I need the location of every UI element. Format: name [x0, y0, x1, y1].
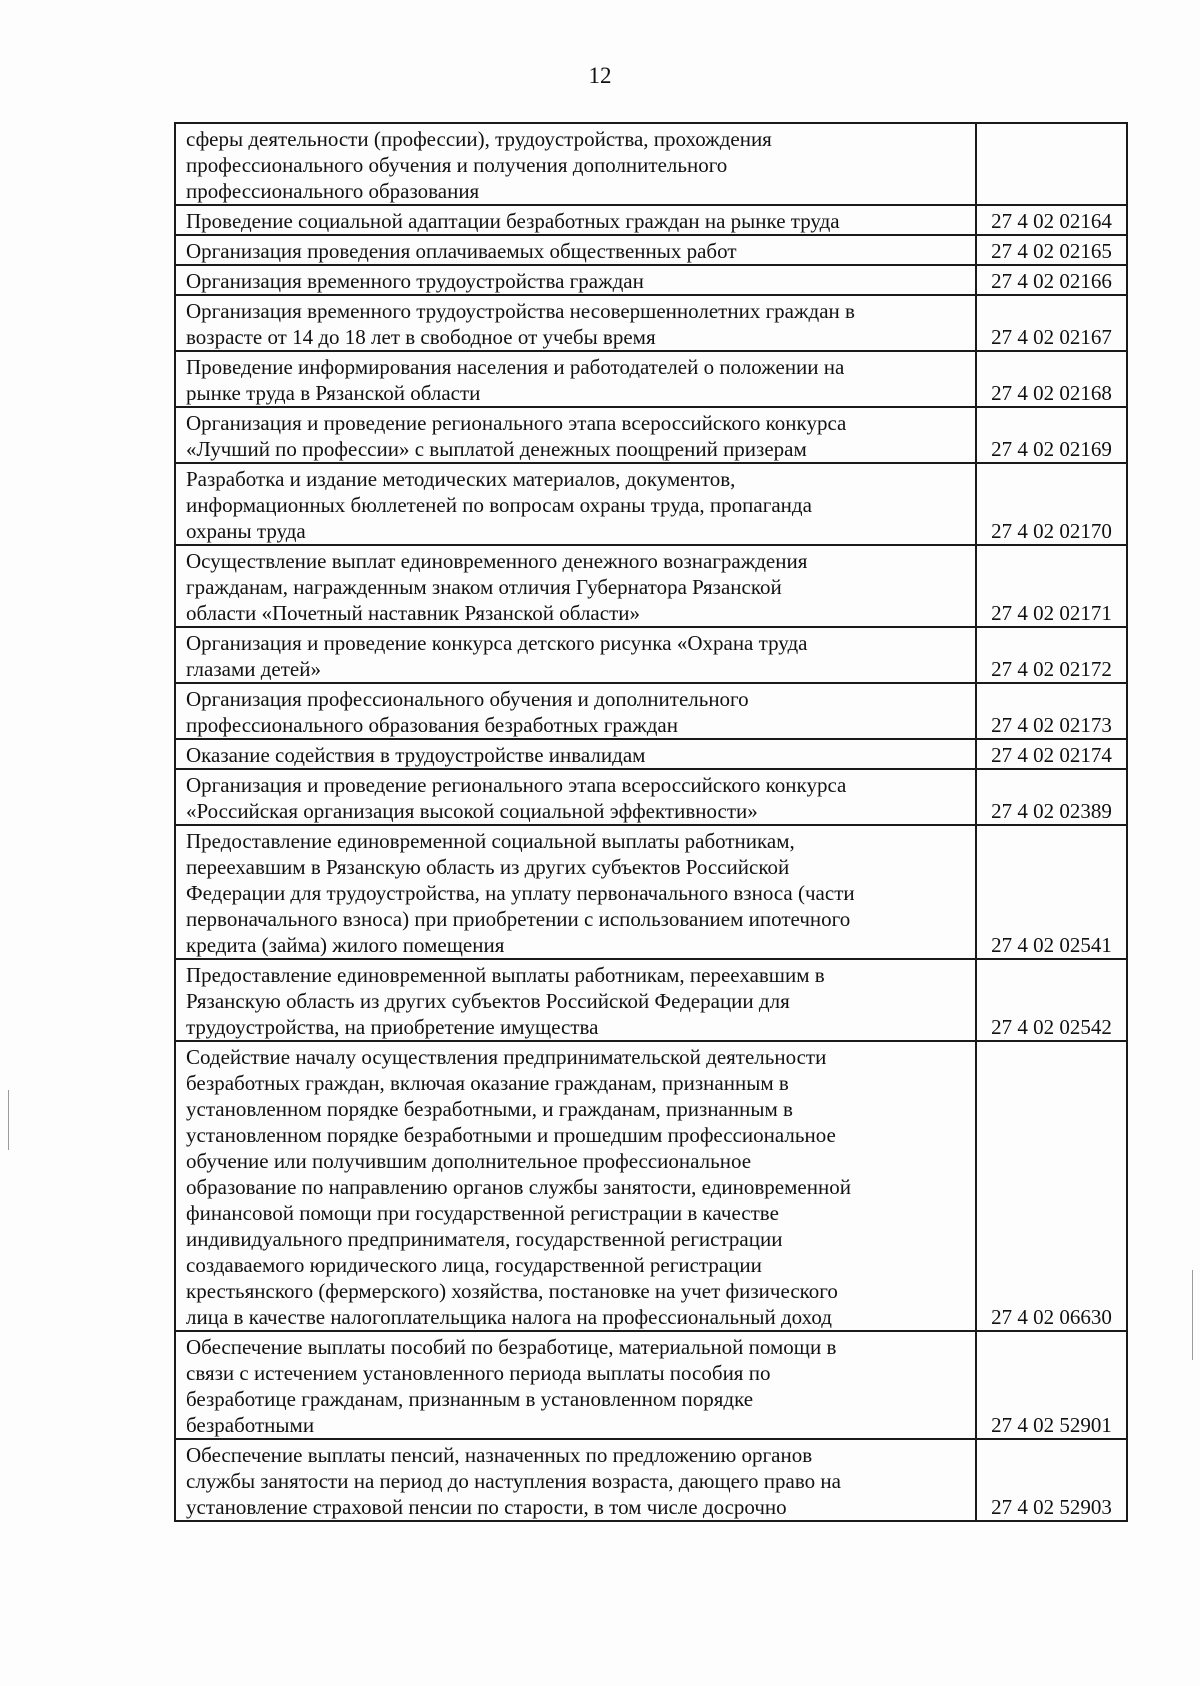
description-line: трудоустройства, на приобретение имущества — [186, 1015, 599, 1039]
description-line: Рязанскую область из других субъектов Российской Федерации для — [186, 989, 790, 1013]
description-line: службы занятости на период до наступления возраста, дающего право на — [186, 1469, 841, 1493]
row-description — [175, 769, 976, 825]
description-line: «Российская организация высокой социальной эффективности» — [186, 799, 758, 823]
row-code: 27 4 02 02170 — [976, 463, 1127, 545]
description-line: Предоставление единовременной социальной выплаты работникам, — [186, 829, 795, 853]
row-description — [175, 825, 976, 959]
description-line: крестьянского (фермерского) хозяйства, постановке на учет физического — [186, 1279, 838, 1303]
row-description — [175, 1331, 976, 1439]
table-row — [175, 769, 1127, 825]
description-line: профессионального образования безработных граждан — [186, 713, 678, 737]
row-description — [175, 1439, 976, 1521]
row-description — [175, 235, 976, 265]
row-code: 27 4 02 02165 — [976, 235, 1127, 265]
row-code: 27 4 02 02171 — [976, 545, 1127, 627]
row-description — [175, 123, 976, 205]
table-body — [175, 123, 1127, 1521]
table-row — [175, 205, 1127, 235]
description-line: Обеспечение выплаты пособий по безработице, материальной помощи в — [186, 1335, 837, 1359]
budget-code-table — [174, 122, 1128, 1522]
row-code: 27 4 02 02169 — [976, 407, 1127, 463]
table-row — [175, 627, 1127, 683]
row-code: 27 4 02 02173 — [976, 683, 1127, 739]
description-line: Разработка и издание методических материалов, документов, — [186, 467, 736, 491]
table-row — [175, 407, 1127, 463]
table-row — [175, 295, 1127, 351]
row-code: 27 4 02 02168 — [976, 351, 1127, 407]
description-line: профессионального обучения и получения дополнительного — [186, 153, 728, 177]
description-line: переехавшим в Рязанскую область из других субъектов Российской — [186, 855, 790, 879]
scan-artifact-right — [1192, 1270, 1193, 1360]
description-line: Осуществление выплат единовременного денежного вознаграждения — [186, 549, 808, 573]
row-code — [976, 123, 1127, 205]
description-line: Организация проведения оплачиваемых общественных работ — [186, 239, 737, 263]
description-line: установление страховой пенсии по старости, в том числе досрочно — [186, 1495, 787, 1519]
row-description — [175, 407, 976, 463]
description-line: Оказание содействия в трудоустройстве инвалидам — [186, 743, 646, 767]
description-line: возрасте от 14 до 18 лет в свободное от учебы время — [186, 325, 656, 349]
description-line: создаваемого юридического лица, государственной регистрации — [186, 1253, 762, 1277]
table-row — [175, 683, 1127, 739]
row-description — [175, 545, 976, 627]
description-line: Организация временного трудоустройства граждан — [186, 269, 644, 293]
description-line: Организация и проведение конкурса детского рисунка «Охрана труда — [186, 631, 808, 655]
description-line: информационных бюллетеней по вопросам охраны труда, пропаганда — [186, 493, 812, 517]
scan-artifact-left — [8, 1090, 9, 1150]
row-description — [175, 1041, 976, 1331]
row-code: 27 4 02 06630 — [976, 1041, 1127, 1331]
row-description — [175, 959, 976, 1041]
row-description — [175, 295, 976, 351]
description-line: сферы деятельности (профессии), трудоустройства, прохождения — [186, 127, 772, 151]
description-line: Организация профессионального обучения и дополнительного — [186, 687, 749, 711]
row-code: 27 4 02 02174 — [976, 739, 1127, 769]
row-code: 27 4 02 52903 — [976, 1439, 1127, 1521]
description-line: глазами детей» — [186, 657, 321, 681]
row-description — [175, 205, 976, 235]
row-code: 27 4 02 02172 — [976, 627, 1127, 683]
row-description — [175, 265, 976, 295]
description-line: Организация и проведение регионального этапа всероссийского конкурса — [186, 773, 847, 797]
table-row — [175, 463, 1127, 545]
description-line: «Лучший по профессии» с выплатой денежных поощрений призерам — [186, 437, 807, 461]
row-description — [175, 351, 976, 407]
description-line: рынке труда в Рязанской области — [186, 381, 481, 405]
description-line: установленном порядке безработными и прошедшим профессиональное — [186, 1123, 836, 1147]
row-code: 27 4 02 02164 — [976, 205, 1127, 235]
description-line: обучение или получившим дополнительное профессиональное — [186, 1149, 752, 1173]
row-code: 27 4 02 52901 — [976, 1331, 1127, 1439]
description-line: безработных граждан, включая оказание гражданам, признанным в — [186, 1071, 789, 1095]
row-code: 27 4 02 02167 — [976, 295, 1127, 351]
description-line: Организация и проведение регионального этапа всероссийского конкурса — [186, 411, 847, 435]
description-line: индивидуального предпринимателя, государственной регистрации — [186, 1227, 783, 1251]
description-line: области «Почетный наставник Рязанской области» — [186, 601, 640, 625]
row-code: 27 4 02 02166 — [976, 265, 1127, 295]
description-line: финансовой помощи при государственной регистрации в качестве — [186, 1201, 779, 1225]
row-code: 27 4 02 02542 — [976, 959, 1127, 1041]
table-row — [175, 739, 1127, 769]
table-row — [175, 123, 1127, 205]
row-description — [175, 739, 976, 769]
description-line: образование по направлению органов службы занятости, единовременной — [186, 1175, 851, 1199]
table-row — [175, 265, 1127, 295]
description-line: безработице гражданам, признанным в установленном порядке — [186, 1387, 754, 1411]
description-line: лица в качестве налогоплательщика налога на профессиональный доход — [186, 1305, 832, 1329]
description-line: профессионального образования — [186, 179, 480, 203]
row-description — [175, 463, 976, 545]
description-line: безработными — [186, 1413, 315, 1437]
description-line: связи с истечением установленного периода выплаты пособия по — [186, 1361, 771, 1385]
table-row — [175, 825, 1127, 959]
table-row — [175, 235, 1127, 265]
page-number: 12 — [588, 63, 612, 88]
description-line: первоначального взноса) при приобретении с использованием ипотечного — [186, 907, 851, 931]
description-line: установленном порядке безработными, и гражданам, признанным в — [186, 1097, 793, 1121]
table-row — [175, 545, 1127, 627]
row-description — [175, 627, 976, 683]
description-line: охраны труда — [186, 519, 306, 543]
description-line: Организация временного трудоустройства несовершеннолетних граждан в — [186, 299, 855, 323]
row-code: 27 4 02 02541 — [976, 825, 1127, 959]
description-line: гражданам, награжденным знаком отличия Губернатора Рязанской — [186, 575, 782, 599]
table-row — [175, 959, 1127, 1041]
table-row — [175, 1331, 1127, 1439]
description-line: Предоставление единовременной выплаты работникам, переехавшим в — [186, 963, 825, 987]
description-line: Обеспечение выплаты пенсий, назначенных по предложению органов — [186, 1443, 813, 1467]
description-line: Проведение социальной адаптации безработных граждан на рынке труда — [186, 209, 840, 233]
row-description — [175, 683, 976, 739]
description-line: Федерации для трудоустройства, на уплату первоначального взноса (части — [186, 881, 855, 905]
description-line: Содействие началу осуществления предпринимательской деятельности — [186, 1045, 827, 1069]
table-row — [175, 1439, 1127, 1521]
description-line: кредита (займа) жилого помещения — [186, 933, 505, 957]
table-row — [175, 351, 1127, 407]
description-line: Проведение информирования населения и работодателей о положении на — [186, 355, 845, 379]
row-code: 27 4 02 02389 — [976, 769, 1127, 825]
table-row — [175, 1041, 1127, 1331]
